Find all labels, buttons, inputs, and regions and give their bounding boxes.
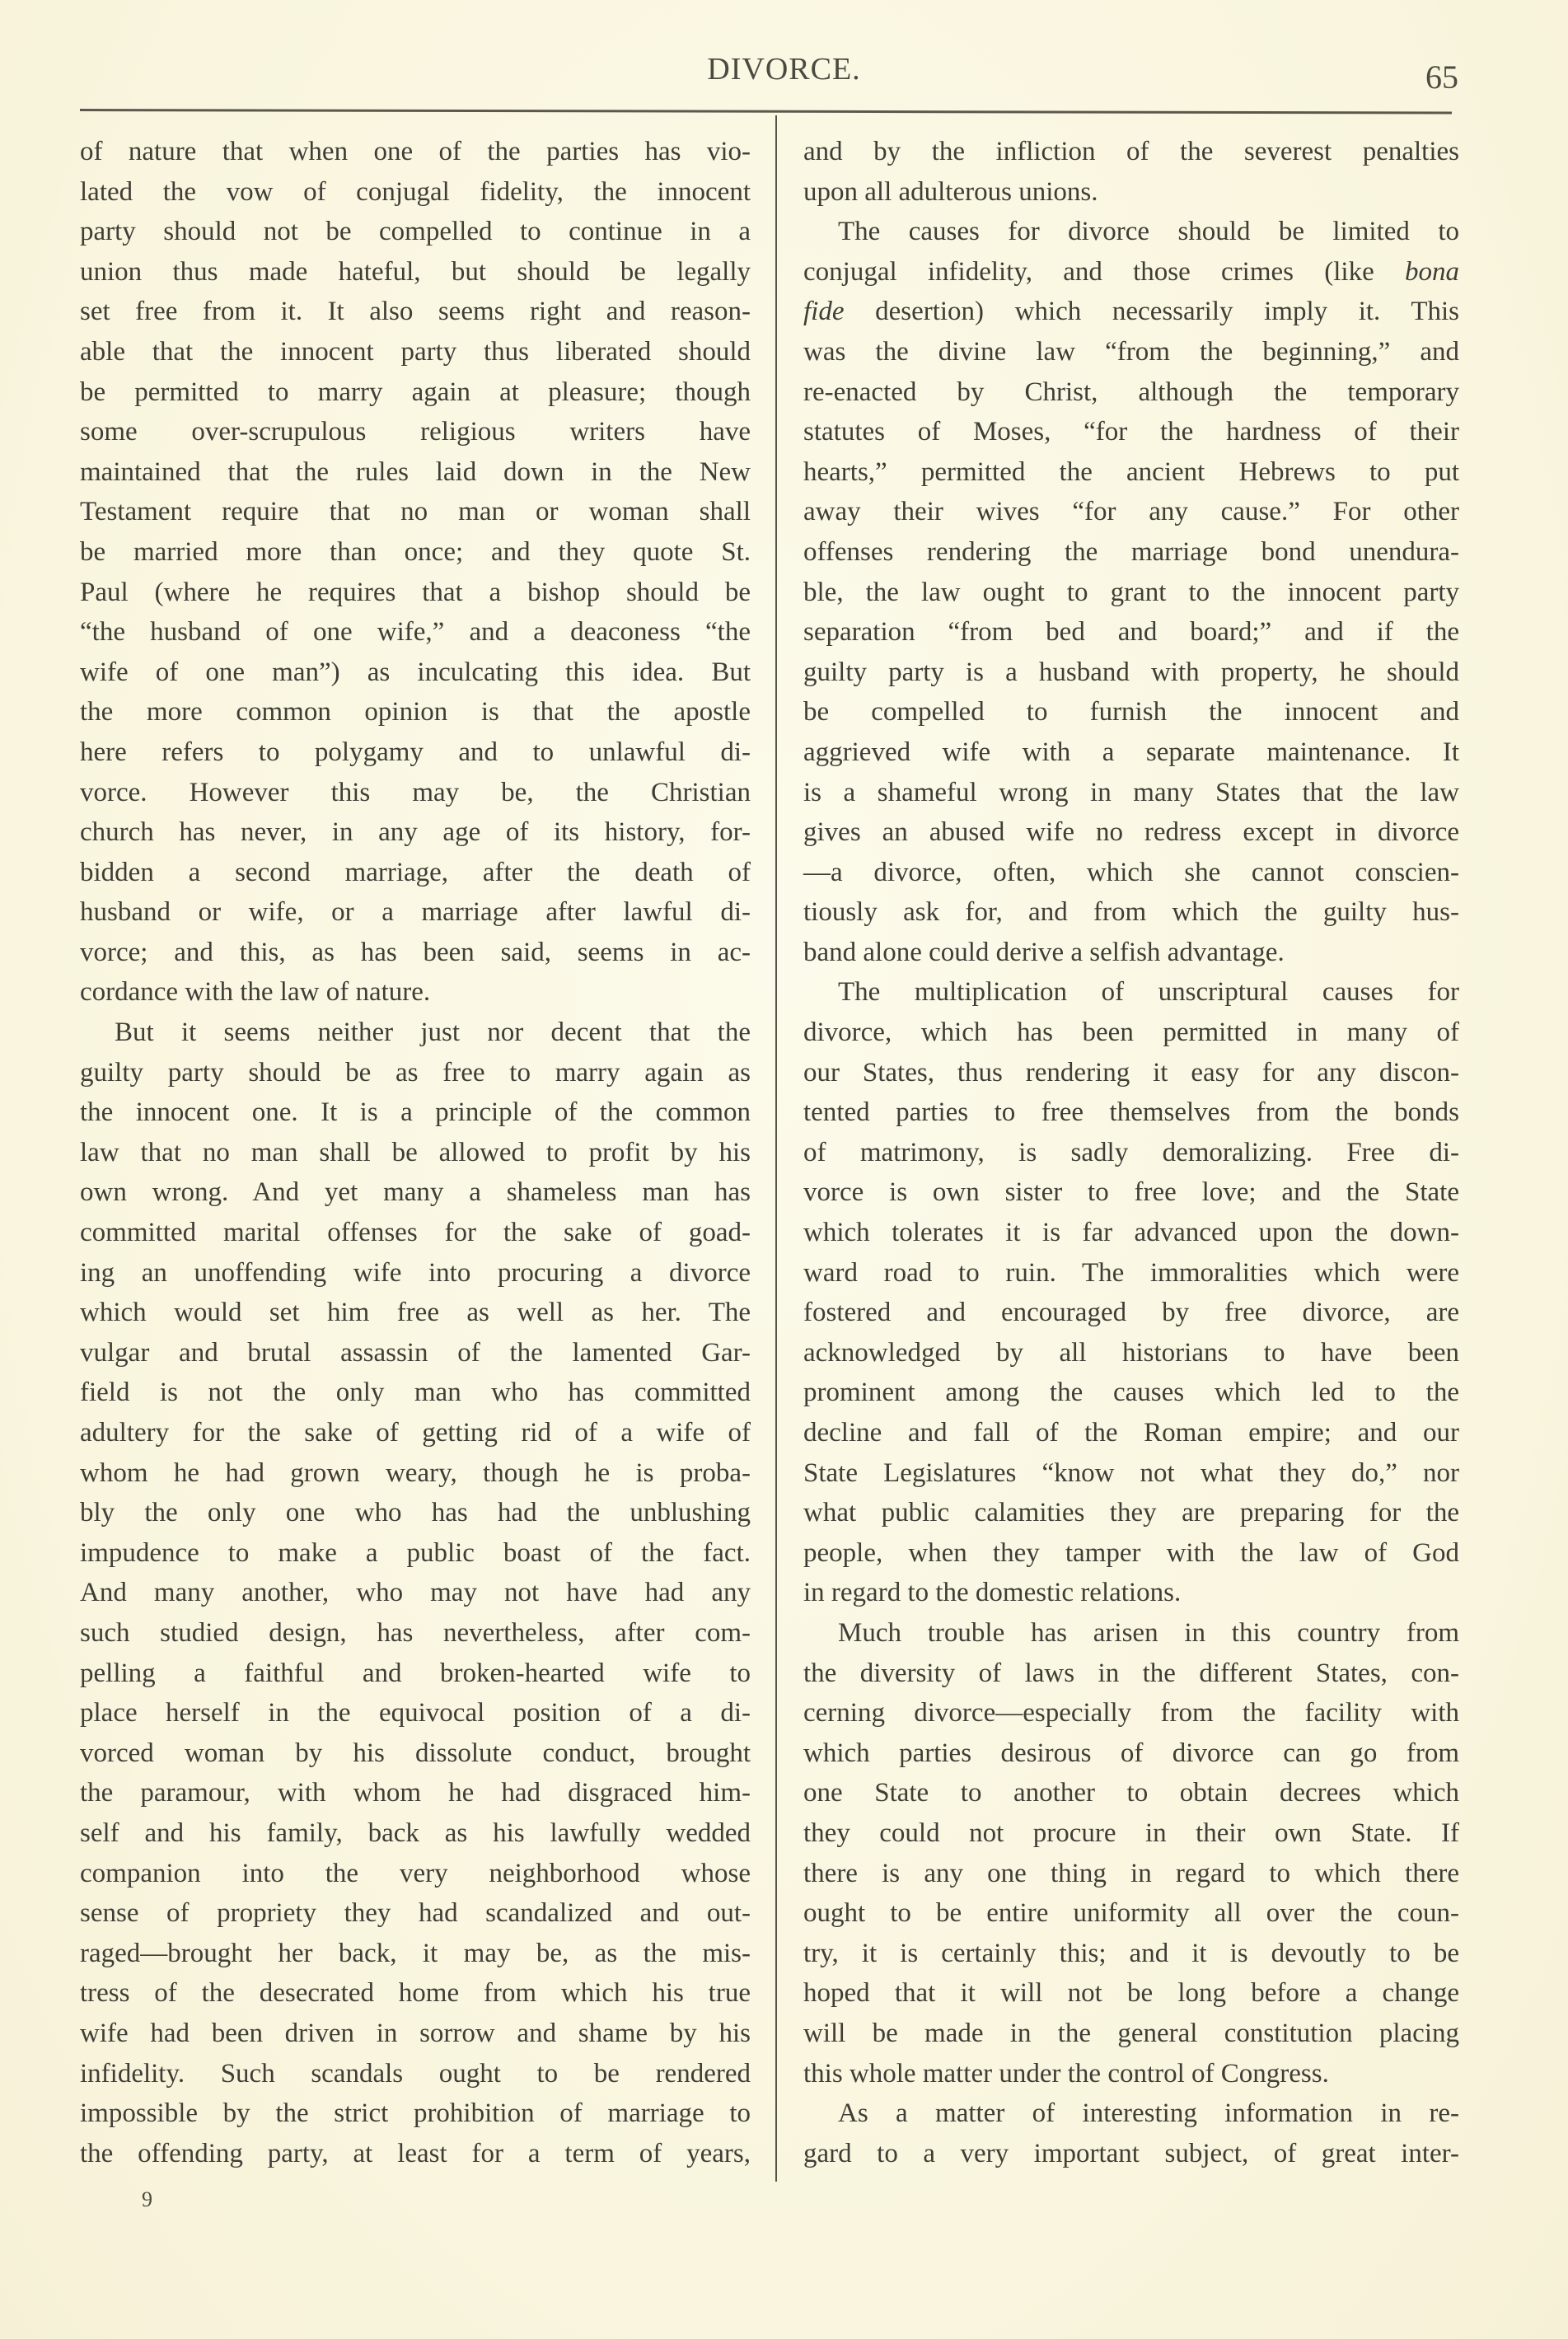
line-text: wife of one man”) as inculcating this idea. But bbox=[80, 657, 751, 687]
text-line bbox=[80, 972, 751, 1013]
text-line bbox=[80, 1573, 751, 1613]
line-text: try, it is certainly this; and it is devoutly to be bbox=[803, 1938, 1459, 1968]
line-text: “the husband of one wife,” and a deaconess “the bbox=[80, 617, 751, 648]
text-line bbox=[80, 1373, 751, 1413]
line-text: band alone could derive a selfish advantage. bbox=[803, 937, 1285, 967]
line-text: upon all adulterous unions. bbox=[803, 176, 1098, 207]
text-line bbox=[803, 1213, 1459, 1253]
text-line bbox=[80, 1053, 751, 1093]
line-text: field is not the only man who has committed bbox=[80, 1378, 751, 1408]
text-line bbox=[80, 1654, 751, 1694]
text-line bbox=[803, 2134, 1459, 2174]
text-line bbox=[80, 1973, 751, 2014]
text-line bbox=[80, 532, 751, 573]
line-text: guilty party is a husband with property, he should bbox=[803, 657, 1459, 687]
line-text: away their wives “for any cause.” For other bbox=[803, 497, 1459, 527]
text-line bbox=[80, 492, 751, 532]
text-line bbox=[803, 412, 1459, 452]
text-line bbox=[803, 612, 1459, 653]
text-line bbox=[80, 1013, 751, 1053]
line-text: Paul (where he requires that a bishop should be bbox=[80, 577, 751, 607]
text-line bbox=[80, 1693, 751, 1733]
text-line bbox=[80, 612, 751, 653]
text-line bbox=[803, 1533, 1459, 1574]
line-text: companion into the very neighborhood whose bbox=[80, 1858, 751, 1888]
text-line bbox=[803, 1293, 1459, 1333]
text-line bbox=[80, 132, 751, 172]
line-text: vorce; and this, as has been said, seems in ac- bbox=[80, 937, 751, 967]
line-text: infidelity. Such scandals ought to be rendered bbox=[80, 2058, 751, 2089]
line-text: vorce. However this may be, the Christian bbox=[80, 777, 751, 807]
left-column bbox=[80, 132, 751, 2173]
text-line bbox=[803, 812, 1459, 853]
line-text: maintained that the rules laid down in the New bbox=[80, 456, 751, 487]
line-text: place herself in the equivocal position of a di- bbox=[80, 1698, 751, 1729]
line-text: people, when they tamper with the law of God bbox=[803, 1537, 1459, 1568]
text-line bbox=[80, 1213, 751, 1253]
line-text: cordance with the law of nature. bbox=[80, 977, 431, 1008]
line-text: raged—brought her back, it may be, as the mis- bbox=[80, 1938, 751, 1968]
text-line bbox=[80, 853, 751, 893]
text-line bbox=[80, 1813, 751, 1854]
text-line bbox=[80, 1172, 751, 1213]
text-line bbox=[80, 1413, 751, 1453]
line-text: they could not procure in their own State. If bbox=[803, 1817, 1459, 1848]
line-text: As a matter of interesting information in re- bbox=[838, 2098, 1459, 2129]
line-text: decline and fall of the Roman empire; and our bbox=[803, 1418, 1459, 1448]
line-text: separation “from bed and board;” and if the bbox=[803, 617, 1459, 648]
text-line bbox=[803, 292, 1459, 332]
line-text: be compelled to furnish the innocent and bbox=[803, 697, 1459, 727]
text-line bbox=[803, 1573, 1459, 1613]
text-line bbox=[803, 2014, 1459, 2054]
line-text: church has never, in any age of its history, for- bbox=[80, 817, 751, 848]
text-line bbox=[80, 1453, 751, 1494]
line-text: vulgar and brutal assassin of the lamented Gar- bbox=[80, 1337, 751, 1368]
text-line bbox=[80, 773, 751, 813]
line-text: Much trouble has arisen in this country from bbox=[838, 1617, 1459, 1648]
line-text: one State to another to obtain decrees which bbox=[803, 1778, 1459, 1808]
text-line bbox=[803, 1053, 1459, 1093]
line-text: which tolerates it is far advanced upon the down- bbox=[803, 1218, 1459, 1248]
column-divider bbox=[775, 115, 777, 2182]
line-text: the paramour, with whom he had disgraced him- bbox=[80, 1778, 751, 1808]
line-text: ble, the law ought to grant to the innocent party bbox=[803, 577, 1459, 607]
line-text: ing an unoffending wife into procuring a divorce bbox=[80, 1257, 751, 1288]
line-text: tress of the desecrated home from which his true bbox=[80, 1978, 751, 2009]
text-line bbox=[80, 292, 751, 332]
line-text: —a divorce, often, which she cannot conscien- bbox=[803, 857, 1459, 887]
text-line bbox=[80, 212, 751, 252]
line-text: fostered and encouraged by free divorce, are bbox=[803, 1298, 1459, 1328]
text-line bbox=[803, 1733, 1459, 1774]
line-text: vorced woman by his dissolute conduct, brought bbox=[80, 1738, 751, 1768]
text-line bbox=[80, 1854, 751, 1894]
line-text: State Legislatures “know not what they do,” nor bbox=[803, 1457, 1459, 1488]
text-line bbox=[80, 2054, 751, 2094]
text-line bbox=[803, 252, 1459, 292]
line-text: the offending party, at least for a term of years, bbox=[80, 2138, 751, 2168]
line-text: the more common opinion is that the apostle bbox=[80, 697, 751, 727]
text-line bbox=[80, 332, 751, 372]
line-text: impossible by the strict prohibition of marriage to bbox=[80, 2098, 751, 2129]
text-line bbox=[803, 892, 1459, 933]
line-text: acknowledged by all historians to have been bbox=[803, 1337, 1459, 1368]
text-line bbox=[803, 2054, 1459, 2094]
text-line bbox=[80, 1092, 751, 1133]
italic-phrase: bona bbox=[1405, 256, 1459, 287]
line-text: hoped that it will not be long before a change bbox=[803, 1978, 1459, 2009]
running-head: DIVORCE. bbox=[707, 52, 861, 87]
text-line bbox=[803, 1613, 1459, 1654]
line-text: of matrimony, is sadly demoralizing. Free di- bbox=[803, 1137, 1459, 1167]
text-line bbox=[803, 452, 1459, 493]
header-rule bbox=[80, 109, 1452, 114]
line-text: there is any one thing in regard to which there bbox=[803, 1858, 1459, 1888]
line-text: re-enacted by Christ, although the temporary bbox=[803, 377, 1459, 407]
text-line bbox=[803, 1973, 1459, 2014]
text-line bbox=[803, 532, 1459, 573]
line-text: set free from it. It also seems right and reason- bbox=[80, 297, 751, 327]
text-line bbox=[803, 692, 1459, 732]
line-text: this whole matter under the control of Congress. bbox=[803, 2058, 1329, 2089]
text-line bbox=[803, 1654, 1459, 1694]
text-line bbox=[803, 1092, 1459, 1133]
text-line bbox=[80, 1613, 751, 1654]
text-line bbox=[803, 1172, 1459, 1213]
text-line bbox=[803, 1813, 1459, 1854]
line-text: Testament require that no man or woman shall bbox=[80, 497, 751, 527]
line-text: self and his family, back as his lawfully wedded bbox=[80, 1817, 751, 1848]
text-line bbox=[80, 452, 751, 493]
text-line bbox=[803, 933, 1459, 973]
text-line bbox=[803, 972, 1459, 1013]
line-text: is a shameful wrong in many States that the law bbox=[803, 777, 1459, 807]
text-line bbox=[803, 172, 1459, 213]
text-line bbox=[803, 332, 1459, 372]
line-text: tiously ask for, and from which the guilty hus- bbox=[803, 897, 1459, 928]
line-text: gives an abused wife no redress except in divorce bbox=[803, 817, 1459, 848]
line-text: hearts,” permitted the ancient Hebrews to put bbox=[803, 456, 1459, 487]
line-text: husband or wife, or a marriage after lawful di- bbox=[80, 897, 751, 928]
text-line bbox=[803, 1453, 1459, 1494]
text-line bbox=[803, 773, 1459, 813]
text-line bbox=[803, 1333, 1459, 1373]
page-number: 65 bbox=[1425, 58, 1458, 96]
line-text: what public calamities they are preparing for the bbox=[803, 1498, 1459, 1528]
line-text: vorce is own sister to free love; and the State bbox=[803, 1177, 1459, 1208]
line-text: bidden a second marriage, after the death of bbox=[80, 857, 751, 887]
line-text: able that the innocent party thus liberated should bbox=[80, 336, 751, 367]
text-line bbox=[803, 1413, 1459, 1453]
line-text: party should not be compelled to continue in a bbox=[80, 217, 751, 247]
line-text: impudence to make a public boast of the fact. bbox=[80, 1537, 751, 1568]
text-line bbox=[80, 172, 751, 213]
line-text: of nature that when one of the parties has vio- bbox=[80, 137, 751, 166]
text-line bbox=[80, 1253, 751, 1293]
line-text: But it seems neither just nor decent that the bbox=[115, 1017, 751, 1048]
line-text: cerning divorce—especially from the facility with bbox=[803, 1698, 1459, 1729]
line-text: the diversity of laws in the different States, con- bbox=[803, 1658, 1459, 1688]
text-line bbox=[80, 1493, 751, 1533]
text-line bbox=[80, 2014, 751, 2054]
line-text: statutes of Moses, “for the hardness of their bbox=[803, 417, 1459, 447]
text-line bbox=[803, 732, 1459, 773]
line-text: such studied design, has nevertheless, after com- bbox=[80, 1617, 751, 1648]
line-text: which would set him free as well as her. The bbox=[80, 1298, 751, 1328]
line-text: law that no man shall be allowed to profit by his bbox=[80, 1137, 751, 1167]
text-line bbox=[803, 573, 1459, 613]
line-text: The multiplication of unscriptural causes for bbox=[838, 977, 1459, 1008]
text-line bbox=[803, 1854, 1459, 1894]
text-line bbox=[803, 1133, 1459, 1173]
text-line bbox=[80, 2134, 751, 2174]
line-text: be married more than once; and they quote St. bbox=[80, 536, 751, 567]
text-line bbox=[803, 212, 1459, 252]
text-line bbox=[80, 1773, 751, 1813]
text-line bbox=[80, 252, 751, 292]
line-text: was the divine law “from the beginning,” and bbox=[803, 336, 1459, 367]
text-line bbox=[803, 1893, 1459, 1934]
line-text: gard to a very important subject, of great inter- bbox=[803, 2138, 1459, 2168]
line-text: adultery for the sake of getting rid of a wife of bbox=[80, 1418, 751, 1448]
italic-phrase: fide bbox=[803, 297, 845, 327]
text-line bbox=[803, 1693, 1459, 1733]
text-line bbox=[80, 573, 751, 613]
text-line bbox=[803, 653, 1459, 693]
text-line bbox=[803, 372, 1459, 413]
text-line bbox=[80, 372, 751, 413]
line-text: own wrong. And yet many a shameless man has bbox=[80, 1177, 751, 1208]
text-line bbox=[803, 1773, 1459, 1813]
text-line bbox=[80, 732, 751, 773]
signature-mark: 9 bbox=[142, 2187, 152, 2211]
text-line bbox=[803, 1013, 1459, 1053]
line-text: ought to be entire uniformity all over the coun- bbox=[803, 1898, 1459, 1929]
line-text: some over-scrupulous religious writers have bbox=[80, 417, 751, 447]
text-line bbox=[80, 1133, 751, 1173]
text-line bbox=[80, 812, 751, 853]
line-text: be permitted to marry again at pleasure; though bbox=[80, 377, 751, 407]
text-line bbox=[803, 1373, 1459, 1413]
line-text: wife had been driven in sorrow and shame by his bbox=[80, 2018, 751, 2048]
line-text: union thus made hateful, but should be legally bbox=[80, 256, 751, 287]
line-text: offenses rendering the marriage bond unendura- bbox=[803, 536, 1459, 567]
line-text: aggrieved wife with a separate maintenance. It bbox=[803, 737, 1459, 767]
line-text: whom he had grown weary, though he is proba- bbox=[80, 1457, 751, 1488]
text-line bbox=[80, 892, 751, 933]
line-text: lated the vow of conjugal fidelity, the innocent bbox=[80, 176, 751, 207]
text-line bbox=[80, 1934, 751, 1974]
line-text: desertion) which necessarily imply it. This bbox=[844, 297, 1459, 327]
text-line bbox=[803, 853, 1459, 893]
line-text: divorce, which has been permitted in many of bbox=[803, 1017, 1459, 1048]
text-line bbox=[80, 1733, 751, 1774]
text-line bbox=[80, 1293, 751, 1333]
line-text: here refers to polygamy and to unlawful di- bbox=[80, 737, 751, 767]
line-text: ward road to ruin. The immoralities which were bbox=[803, 1257, 1459, 1288]
line-text: The causes for divorce should be limited to bbox=[838, 217, 1459, 247]
line-text: in regard to the domestic relations. bbox=[803, 1578, 1182, 1608]
line-text: our States, thus rendering it easy for any discon- bbox=[803, 1057, 1459, 1088]
line-text: bly the only one who has had the unblushing bbox=[80, 1498, 751, 1528]
line-text: sense of propriety they had scandalized and out- bbox=[80, 1898, 751, 1929]
line-text: guilty party should be as free to marry again as bbox=[80, 1057, 751, 1088]
line-text: which parties desirous of divorce can go from bbox=[803, 1738, 1459, 1768]
line-text: And many another, who may not have had any bbox=[80, 1578, 751, 1608]
line-text: conjugal infidelity, and those crimes (like bbox=[803, 256, 1405, 287]
line-text: committed marital offenses for the sake of goad- bbox=[80, 1218, 751, 1248]
text-line bbox=[80, 933, 751, 973]
line-text: tented parties to free themselves from the bonds bbox=[803, 1097, 1459, 1128]
text-line bbox=[803, 2093, 1459, 2134]
text-line bbox=[803, 1253, 1459, 1293]
text-line bbox=[80, 653, 751, 693]
text-line bbox=[80, 692, 751, 732]
text-line bbox=[80, 1533, 751, 1574]
text-line bbox=[803, 1934, 1459, 1974]
text-line bbox=[803, 492, 1459, 532]
line-text: will be made in the general constitution placing bbox=[803, 2018, 1459, 2048]
text-line bbox=[803, 132, 1459, 172]
right-column bbox=[803, 132, 1459, 2173]
line-text: prominent among the causes which led to the bbox=[803, 1378, 1459, 1408]
text-line bbox=[80, 1333, 751, 1373]
line-text: pelling a faithful and broken-hearted wife to bbox=[80, 1658, 751, 1688]
text-line bbox=[803, 1493, 1459, 1533]
text-line bbox=[80, 1893, 751, 1934]
text-line bbox=[80, 412, 751, 452]
text-line bbox=[80, 2093, 751, 2134]
line-text: the innocent one. It is a principle of the common bbox=[80, 1097, 751, 1128]
line-text: and by the infliction of the severest penalties bbox=[803, 137, 1459, 166]
